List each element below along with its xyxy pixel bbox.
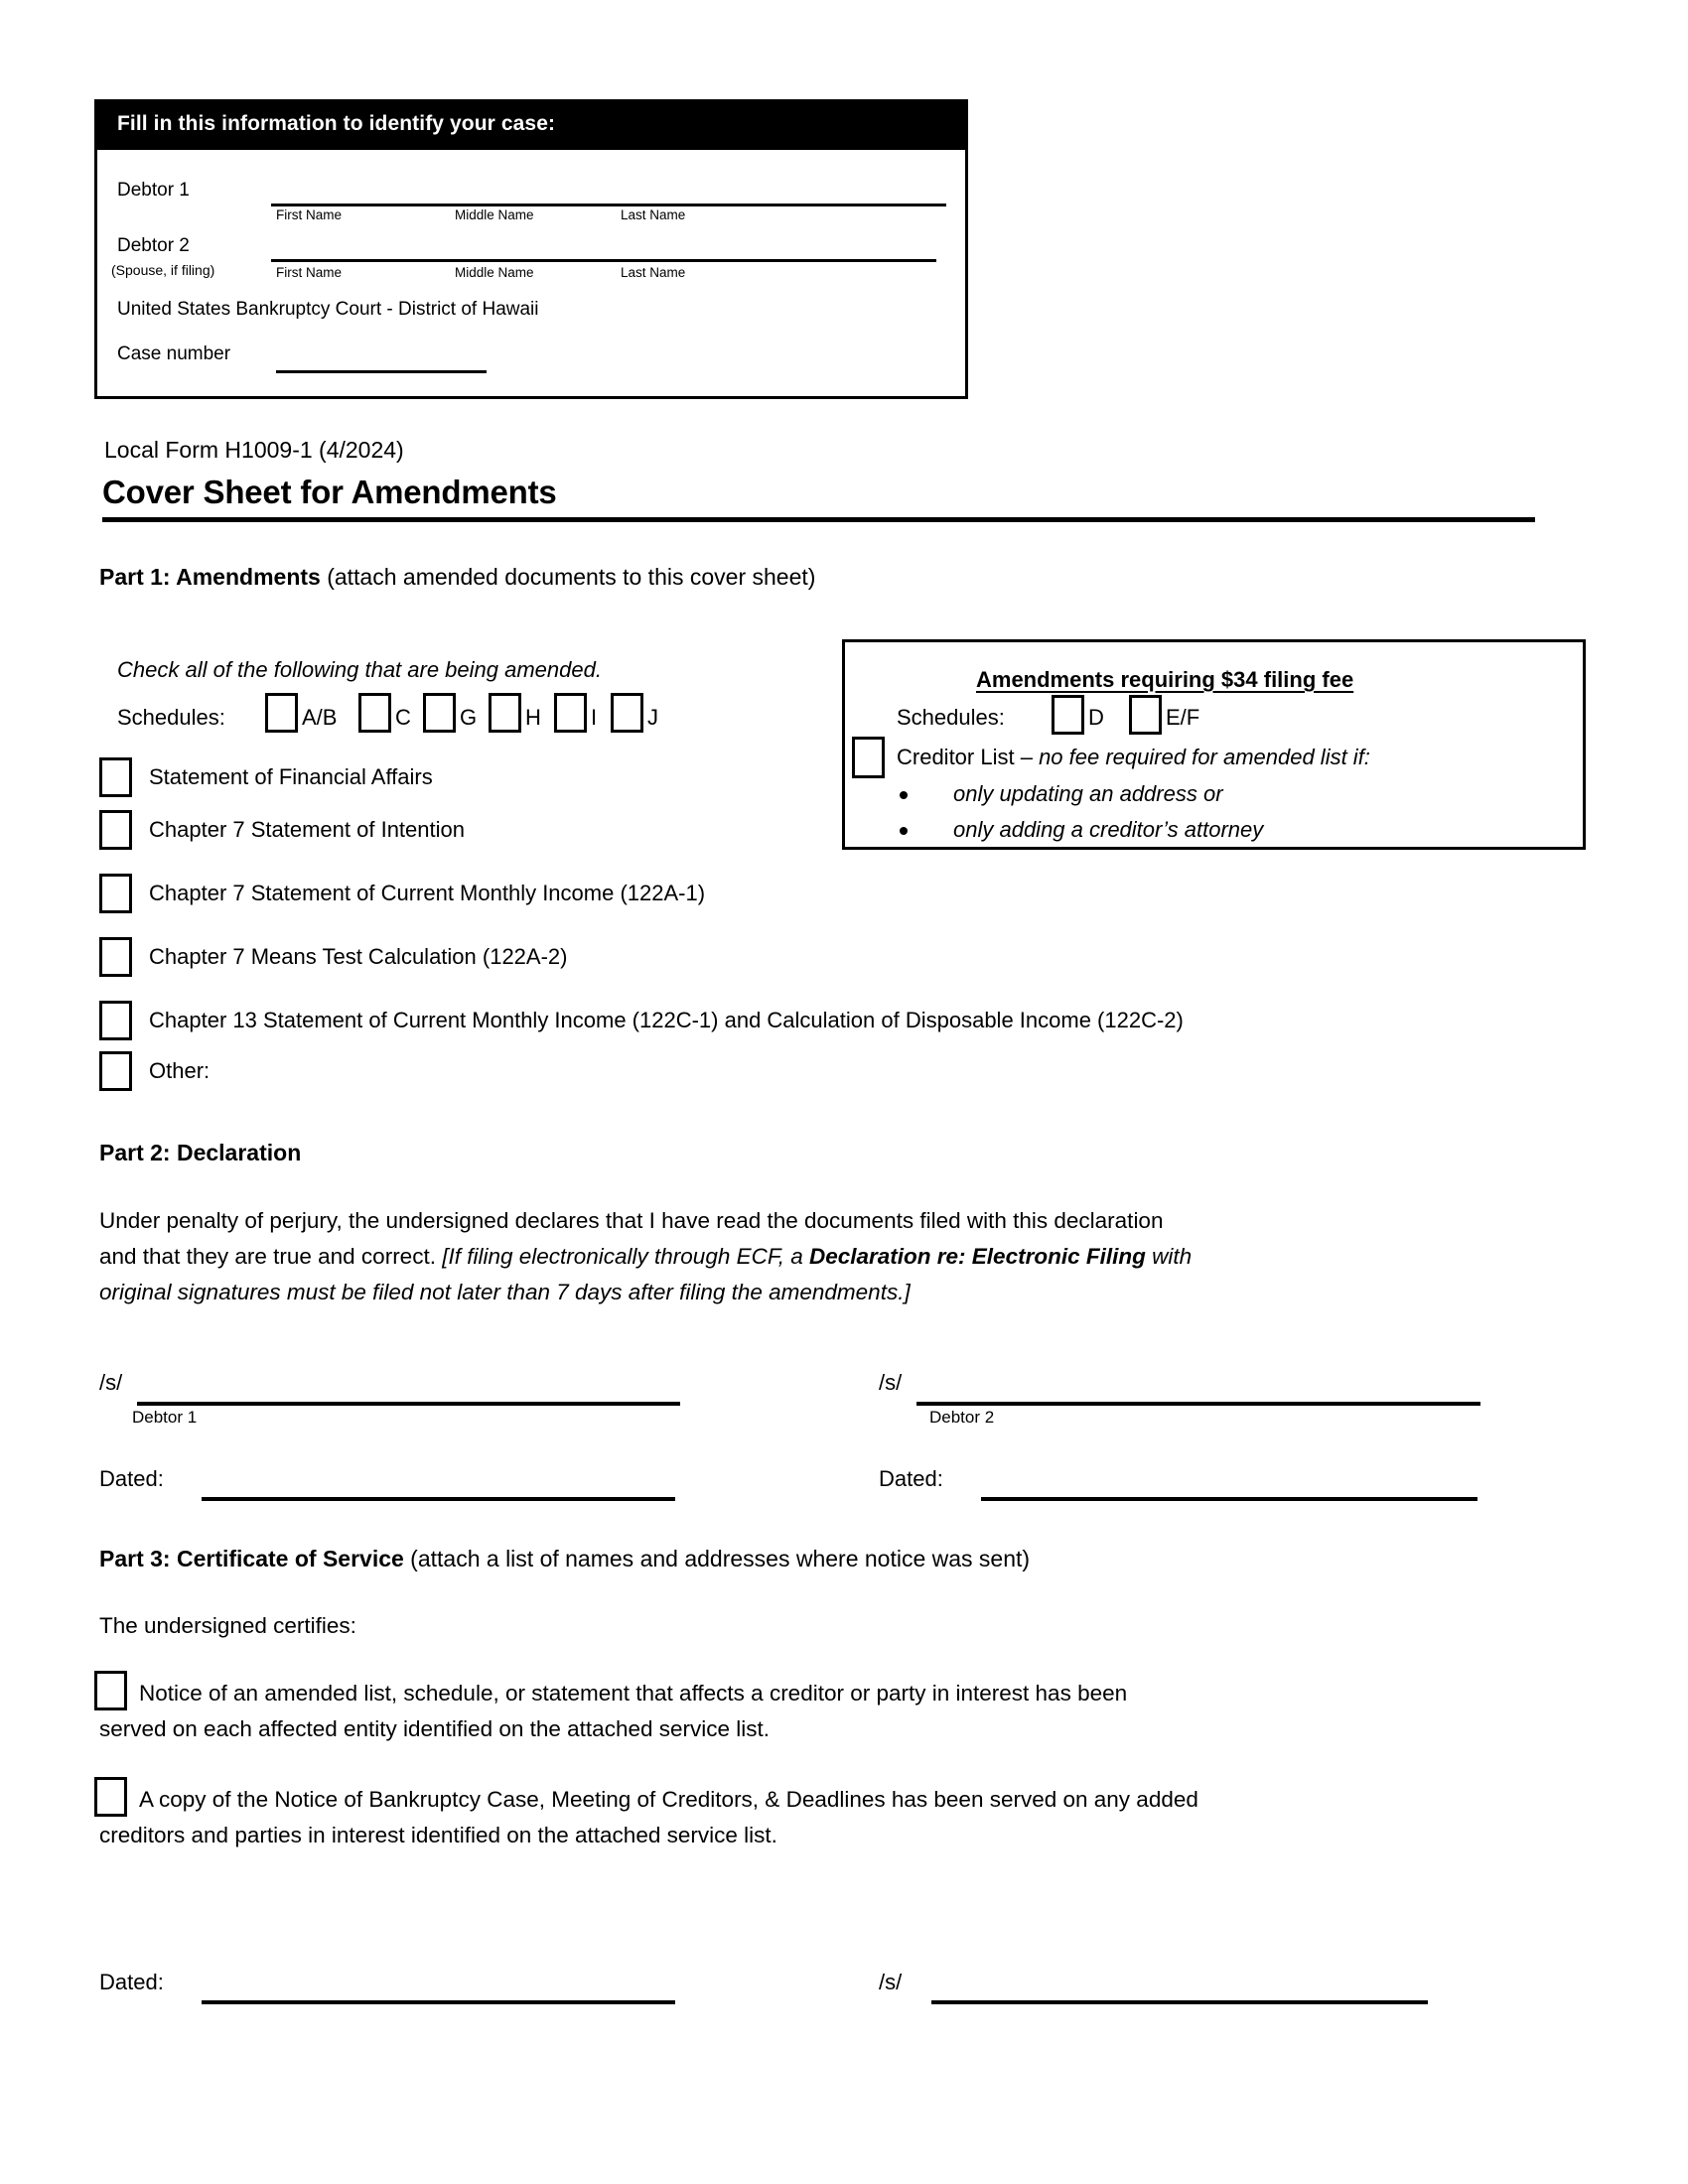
label-statement-of-financial-affairs: Statement of Financial Affairs [149, 764, 433, 789]
debtor1-label: Debtor 1 [117, 180, 190, 201]
cert2-line2-wrapper [99, 1818, 1529, 1853]
debtor2-dated-label: Dated: [879, 1466, 943, 1491]
label-schedule-i: I [591, 705, 598, 730]
checkbox-notice-of-bankruptcy-case[interactable] [94, 1777, 127, 1817]
page-title: Cover Sheet for Amendments [102, 474, 557, 510]
declaration-line2-italic-bold: Declaration re: Electronic Filing [808, 1244, 1146, 1269]
debtor2-middle-name-hint: Middle Name [455, 265, 534, 280]
cert1-line2-wrapper [99, 1711, 1529, 1747]
debtor1-dated-line[interactable] [202, 1497, 675, 1501]
fee-schedules-label: Schedules: [897, 705, 1005, 730]
part2-declaration-text [99, 1203, 1559, 1310]
label-schedule-g: G [460, 705, 478, 730]
checkbox-ch7-current-monthly-income[interactable] [99, 874, 132, 913]
debtor2-first-name-hint: First Name [276, 265, 343, 280]
declaration-line1: Under penalty of perjury, the undersigned declares that I have read the documents filed with this declaration [99, 1208, 1164, 1233]
label-creditor-list [897, 745, 1370, 770]
creditor-list-italic: no fee required for amended list if: [1039, 745, 1370, 769]
cert1-line2: served on each affected entity identified on the attached service list. [99, 1716, 770, 1741]
cert1-line1: Notice of an amended list, schedule, or statement that affects a creditor or party in interest has been [139, 1681, 1128, 1706]
label-schedule-j: J [647, 705, 658, 730]
checkbox-ch13-current-monthly-income[interactable] [99, 1001, 132, 1040]
checkbox-schedule-c[interactable] [358, 693, 391, 733]
debtor1-dated-label: Dated: [99, 1466, 164, 1491]
debtor2-label: Debtor 2 [117, 235, 190, 256]
creditor-list-plain: Creditor List – [897, 745, 1040, 769]
part2-heading [99, 1140, 301, 1166]
bullet-dot-1 [900, 791, 908, 799]
bullet-dot-2 [900, 827, 908, 835]
checkbox-ch7-statement-of-intention[interactable] [99, 810, 132, 850]
case-identification-box [94, 99, 968, 399]
checkbox-schedule-g[interactable] [423, 693, 456, 733]
label-ch13-current-monthly-income: Chapter 13 Statement of Current Monthly Income (122C-1) and Calculation of Disposable Income (122C-2) [149, 1008, 1184, 1032]
certificate-dated-line[interactable] [202, 2000, 675, 2004]
part3-heading [99, 1546, 1030, 1572]
part1-heading [99, 564, 815, 591]
debtor1-signature-line[interactable] [137, 1402, 680, 1406]
cert2-line1: A copy of the Notice of Bankruptcy Case, Meeting of Creditors, & Deadlines has been served on any added [139, 1787, 1198, 1812]
debtor2-last-name-hint: Last Name [621, 265, 686, 280]
debtor1-signature-mark: /s/ [99, 1370, 123, 1395]
case-box-body [97, 150, 965, 396]
checkbox-creditor-list[interactable] [852, 737, 885, 778]
case-number-label: Case number [117, 343, 231, 364]
label-schedule-ab: A/B [302, 705, 338, 730]
title-underline [102, 517, 1535, 522]
certificate-signature-mark: /s/ [879, 1970, 903, 1994]
debtor2-signature-caption: Debtor 2 [929, 1408, 995, 1427]
debtor1-signature-caption: Debtor 1 [132, 1408, 198, 1427]
debtor2-signature-mark: /s/ [879, 1370, 903, 1395]
checkbox-schedule-i[interactable] [554, 693, 587, 733]
part1-schedules-label: Schedules: [117, 705, 225, 730]
declaration-line2-italic-b: with [1145, 1244, 1193, 1269]
label-notice-of-bankruptcy-case [139, 1782, 1599, 1818]
case-box-header: Fill in this information to identify your case: [97, 102, 965, 150]
debtor2-dated-line[interactable] [981, 1497, 1477, 1501]
debtor1-last-name-hint: Last Name [621, 207, 686, 222]
fee-box-title: Amendments requiring $34 filing fee [976, 667, 1354, 692]
label-other: Other: [149, 1058, 211, 1083]
label-ch7-statement-of-intention: Chapter 7 Statement of Intention [149, 817, 465, 842]
label-ch7-means-test-calculation: Chapter 7 Means Test Calculation (122A-2) [149, 944, 568, 969]
debtor1-name-line[interactable] [271, 204, 946, 206]
debtor1-middle-name-hint: Middle Name [455, 207, 534, 222]
declaration-line2-plain: and that they are true and correct. [99, 1244, 443, 1269]
fee-bullet-1: only updating an address or [953, 781, 1223, 806]
debtor2-name-line[interactable] [271, 259, 936, 262]
debtor1-first-name-hint: First Name [276, 207, 343, 222]
label-ch7-current-monthly-income: Chapter 7 Statement of Current Monthly Income (122A-1) [149, 881, 706, 905]
label-notice-amended-list [139, 1676, 1569, 1711]
part2-heading-bold: Part 2: Declaration [99, 1140, 302, 1165]
certificate-dated-label: Dated: [99, 1970, 164, 1994]
label-schedule-d: D [1088, 705, 1104, 730]
checkbox-notice-amended-list[interactable] [94, 1671, 127, 1710]
part3-heading-normal: (attach a list of names and addresses where notice was sent) [403, 1546, 1031, 1571]
debtor2-sublabel: (Spouse, if filing) [111, 262, 215, 278]
checkbox-schedule-h[interactable] [489, 693, 521, 733]
fee-bullet-2: only adding a creditor’s attorney [953, 817, 1264, 842]
part1-heading-normal: (attach amended documents to this cover sheet) [320, 564, 816, 590]
case-number-line[interactable] [276, 370, 487, 373]
checkbox-schedule-ef[interactable] [1129, 695, 1162, 735]
part1-instruction: Check all of the following that are being amended. [117, 657, 602, 682]
declaration-line3-italic: original signatures must be filed not later than 7 days after filing the amendments.] [99, 1280, 911, 1304]
debtor2-signature-line[interactable] [916, 1402, 1480, 1406]
checkbox-schedule-j[interactable] [611, 693, 643, 733]
label-schedule-c: C [395, 705, 411, 730]
court-name: United States Bankruptcy Court - District of Hawaii [117, 299, 539, 320]
checkbox-other[interactable] [99, 1051, 132, 1091]
part3-intro: The undersigned certifies: [99, 1613, 356, 1638]
declaration-line2-italic-a: [If filing electronically through ECF, a [442, 1244, 809, 1269]
cert2-line2: creditors and parties in interest identified on the attached service list. [99, 1823, 777, 1847]
local-form-number: Local Form H1009-1 (4/2024) [104, 437, 404, 463]
checkbox-schedule-ab[interactable] [265, 693, 298, 733]
part3-heading-bold: Part 3: Certificate of Service [99, 1546, 404, 1571]
checkbox-schedule-d[interactable] [1052, 695, 1084, 735]
checkbox-ch7-means-test-calculation[interactable] [99, 937, 132, 977]
part1-heading-bold: Part 1: Amendments [99, 564, 321, 590]
label-schedule-ef: E/F [1166, 705, 1200, 730]
checkbox-statement-of-financial-affairs[interactable] [99, 757, 132, 797]
label-schedule-h: H [525, 705, 541, 730]
certificate-signature-line[interactable] [931, 2000, 1428, 2004]
